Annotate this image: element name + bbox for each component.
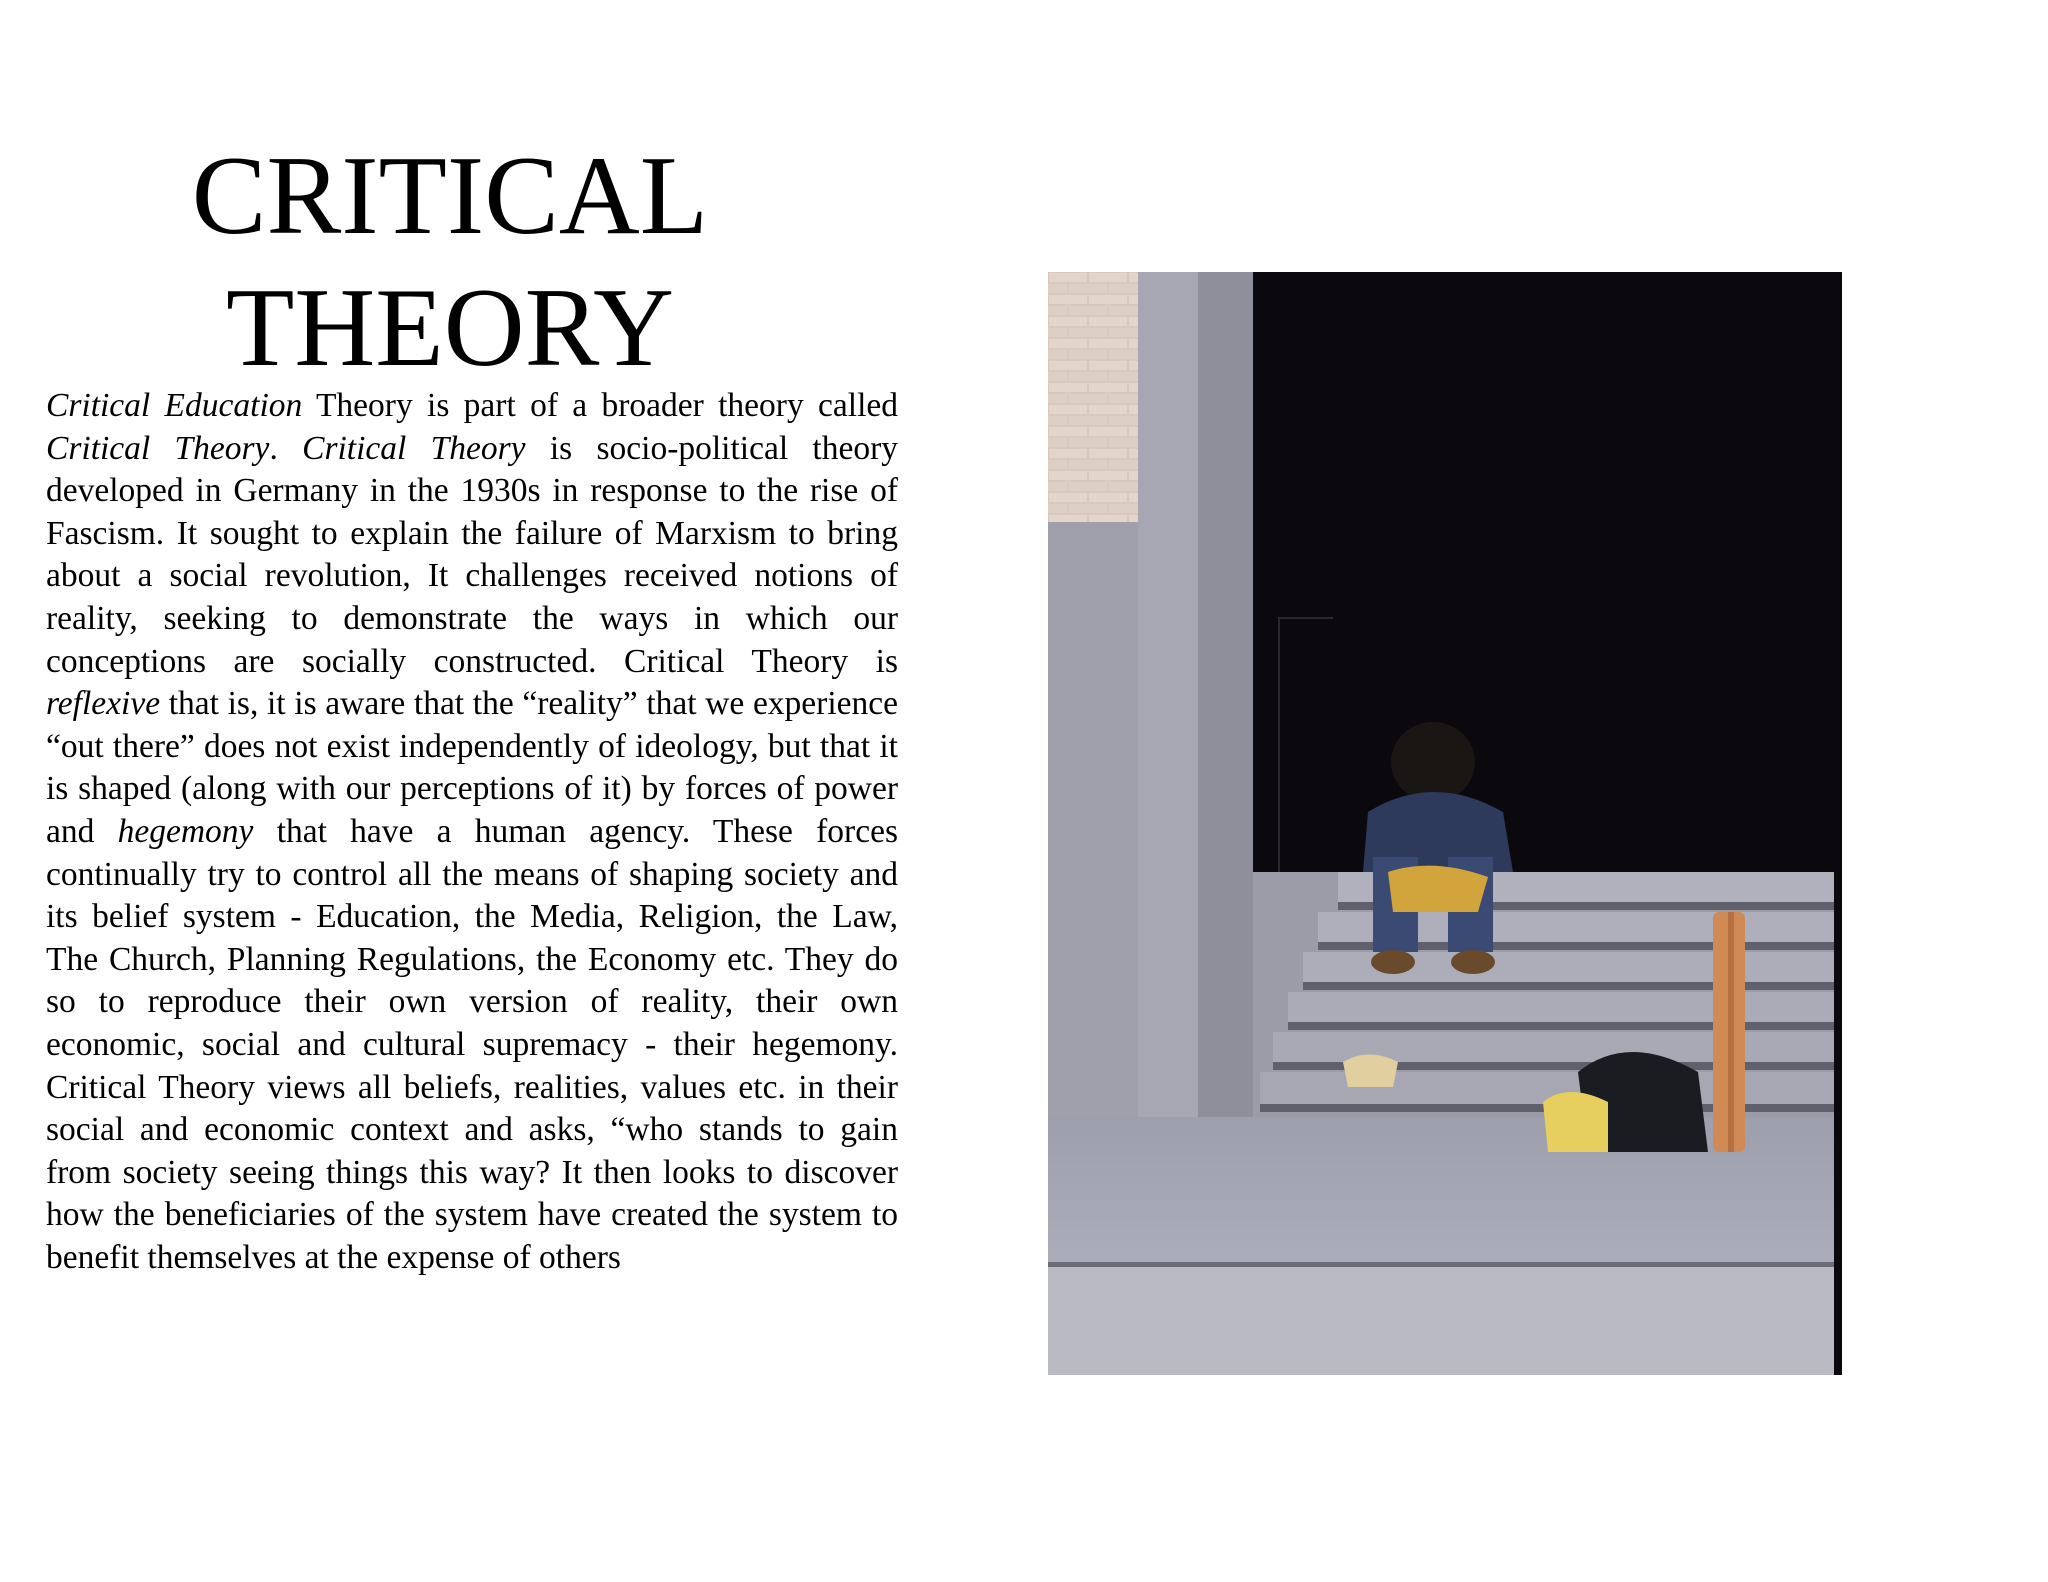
brick-wall [1048,272,1148,522]
text-run: is socio-political theory developed in Germany in the 1930s in response to the rise of Fascism. It sought to explain the failure of Marxism to bring about a social revolution, It challenges received notions of reality, seeking to demonstrate the ways in which our conceptions are socially constructed. Critical Theory is [46,429,898,680]
text-run: Theory is part of a broader theory called [302,387,898,424]
dark-doorway [1253,272,1842,872]
paper-bag [1343,1055,1398,1088]
text-italic: Critical Theory [46,429,270,467]
yellow-bag [1543,1092,1608,1152]
page-title [40,130,860,394]
title-line-2: THEORY [226,266,674,390]
body-paragraph [46,385,898,1279]
text-run: . [269,429,303,467]
text-italic: reflexive [46,685,161,723]
title-line-1: CRITICAL [191,134,709,258]
text-run: that is, it is aware that the “reality” that we experience “out there” does not exist independently of ideology, but that it is shaped (along with our perceptions of it) by forces of power and [46,685,898,850]
text-run: that have a human agency. These forces continually try to control all the means of shaping society and its belief system - Education, the Media, Religion, the Law, The Church, Planning Regulations, the Economy etc. They do so to reproduce their own version of reality, their own economic, social and cultural supremacy - their hegemony. Critical Theory views all beliefs, realities, values etc. in their social and economic context and asks, “who stands to gain from society seeing things this way? It then looks to discover how the beneficiaries of the system have created the system to benefit themselves at the expense of others [46,812,898,1276]
text-italic: Critical Education [46,387,303,424]
text-italic: hegemony [117,812,254,850]
text-italic: Critical Theory [302,429,526,467]
photo-illustration [1048,272,1842,1375]
photograph-person-on-steps [1048,272,1842,1375]
